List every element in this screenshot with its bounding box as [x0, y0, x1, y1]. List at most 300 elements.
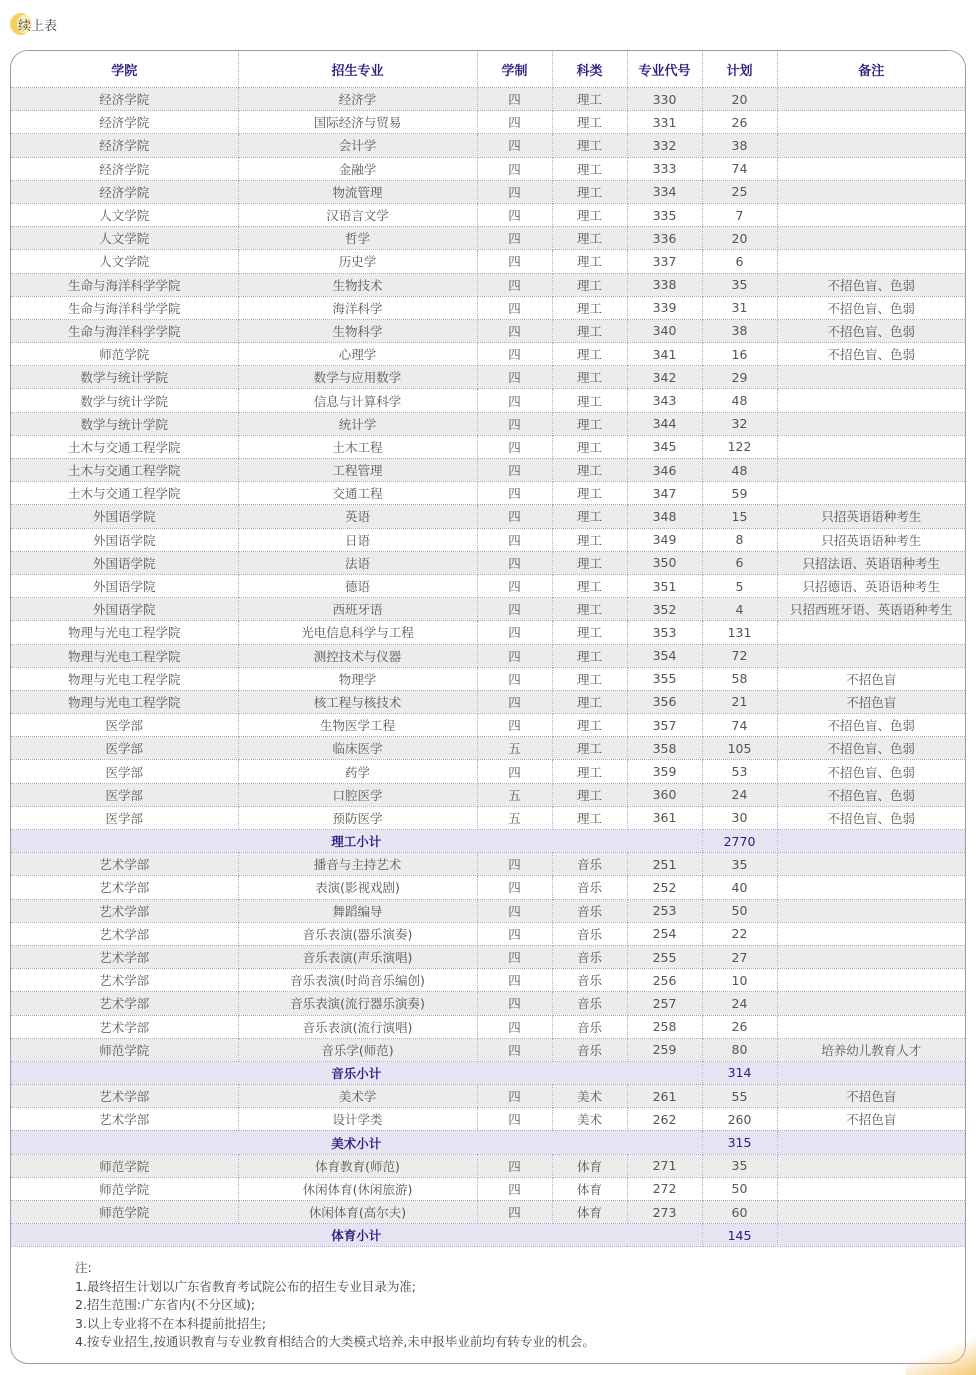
cell-major: 美术学: [238, 1085, 477, 1108]
cell-major: 心理学: [238, 343, 477, 366]
cell-note: [777, 134, 965, 157]
cell-code: 357: [627, 714, 702, 737]
cell-plan: 25: [702, 180, 777, 203]
table-row: [11, 1108, 965, 1131]
cell-major: 统计学: [238, 412, 477, 435]
cell-code: 253: [627, 899, 702, 922]
cell-college: 经济学院: [11, 134, 238, 157]
cell-code: 331: [627, 111, 702, 134]
cell-years: 四: [477, 111, 552, 134]
cell-plan: 32: [702, 412, 777, 435]
cell-years: 四: [477, 714, 552, 737]
cell-major: 测控技术与仪器: [238, 644, 477, 667]
cell-category: 理工: [552, 343, 627, 366]
cell-note: [777, 621, 965, 644]
cell-years: 四: [477, 528, 552, 551]
subtotal-row: [11, 1061, 965, 1084]
table-row: [11, 644, 965, 667]
cell-years: 四: [477, 922, 552, 945]
cell-years: 四: [477, 1177, 552, 1200]
subtotal-label: 美术小计: [11, 1131, 702, 1154]
cell-note: 不招色盲、色弱: [777, 760, 965, 783]
cell-plan: 26: [702, 1015, 777, 1038]
cell-years: 五: [477, 783, 552, 806]
cell-category: 美术: [552, 1108, 627, 1131]
cell-category: 理工: [552, 459, 627, 482]
col-header-years: 学制: [477, 51, 552, 88]
table-row: [11, 1201, 965, 1224]
cell-college: 数学与统计学院: [11, 366, 238, 389]
cell-code: 258: [627, 1015, 702, 1038]
cell-major: 预防医学: [238, 806, 477, 829]
table-row: [11, 1154, 965, 1177]
cell-note: [777, 1015, 965, 1038]
cell-years: 四: [477, 876, 552, 899]
cell-category: 美术: [552, 1085, 627, 1108]
cell-college: 数学与统计学院: [11, 412, 238, 435]
cell-college: 人文学院: [11, 250, 238, 273]
table-row: [11, 1038, 965, 1061]
cell-major: 汉语言文学: [238, 203, 477, 226]
cell-plan: 24: [702, 783, 777, 806]
cell-plan: 59: [702, 482, 777, 505]
cell-category: 理工: [552, 760, 627, 783]
table-row: [11, 667, 965, 690]
cell-college: 外国语学院: [11, 505, 238, 528]
cell-major: 生物医学工程: [238, 714, 477, 737]
cell-category: 理工: [552, 714, 627, 737]
cell-major: 工程管理: [238, 459, 477, 482]
cell-major: 日语: [238, 528, 477, 551]
cell-major: 物理学: [238, 667, 477, 690]
table-row: [11, 551, 965, 574]
cell-college: 医学部: [11, 737, 238, 760]
table-row: [11, 922, 965, 945]
cell-college: 艺术学部: [11, 1015, 238, 1038]
cell-code: 359: [627, 760, 702, 783]
cell-note: [777, 366, 965, 389]
cell-plan: 53: [702, 760, 777, 783]
cell-code: 341: [627, 343, 702, 366]
cell-plan: 72: [702, 644, 777, 667]
cell-years: 四: [477, 180, 552, 203]
cell-major: 生物技术: [238, 273, 477, 296]
cell-college: 外国语学院: [11, 528, 238, 551]
cell-code: 254: [627, 922, 702, 945]
table-row: [11, 88, 965, 111]
cell-category: 体育: [552, 1177, 627, 1200]
cell-note: 不招色盲: [777, 667, 965, 690]
cell-college: 艺术学部: [11, 969, 238, 992]
cell-years: 四: [477, 574, 552, 597]
table-row: [11, 412, 965, 435]
cell-college: 艺术学部: [11, 945, 238, 968]
cell-code: 337: [627, 250, 702, 273]
cell-note: 不招色盲、色弱: [777, 273, 965, 296]
table-row: [11, 296, 965, 319]
cell-college: 外国语学院: [11, 598, 238, 621]
cell-college: 生命与海洋科学学院: [11, 319, 238, 342]
cell-major: 休闲体育(高尔夫): [238, 1201, 477, 1224]
cell-plan: 6: [702, 551, 777, 574]
cell-category: 理工: [552, 111, 627, 134]
cell-plan: 55: [702, 1085, 777, 1108]
cell-major: 海洋科学: [238, 296, 477, 319]
subtotal-label: 理工小计: [11, 830, 702, 853]
table-row: [11, 574, 965, 597]
cell-major: 设计学类: [238, 1108, 477, 1131]
cell-note: [777, 389, 965, 412]
table-row: [11, 250, 965, 273]
subtotal-note: [777, 1224, 965, 1247]
cell-college: 物理与光电工程学院: [11, 644, 238, 667]
cell-code: 358: [627, 737, 702, 760]
cell-plan: 35: [702, 853, 777, 876]
table-row: [11, 227, 965, 250]
cell-note: [777, 180, 965, 203]
cell-code: 257: [627, 992, 702, 1015]
enrollment-plan-table: [11, 51, 965, 1247]
cell-category: 音乐: [552, 1038, 627, 1061]
cell-category: 理工: [552, 528, 627, 551]
cell-plan: 8: [702, 528, 777, 551]
note-item: 2.招生范围:广东省内(不分区域);: [75, 1297, 256, 1312]
col-header-note: 备注: [777, 51, 965, 88]
cell-major: 物流管理: [238, 180, 477, 203]
cell-category: 理工: [552, 389, 627, 412]
table-row: [11, 1085, 965, 1108]
cell-plan: 24: [702, 992, 777, 1015]
table-row: [11, 876, 965, 899]
cell-note: 不招色盲: [777, 1108, 965, 1131]
table-row: [11, 899, 965, 922]
cell-note: [777, 111, 965, 134]
cell-college: 人文学院: [11, 203, 238, 226]
cell-category: 理工: [552, 806, 627, 829]
cell-note: [777, 157, 965, 180]
cell-years: 四: [477, 88, 552, 111]
cell-note: [777, 992, 965, 1015]
cell-category: 理工: [552, 134, 627, 157]
cell-college: 外国语学院: [11, 551, 238, 574]
cell-college: 经济学院: [11, 157, 238, 180]
note-item: 4.按专业招生,按通识教育与专业教育相结合的大类模式培养,未申报毕业前均有转专业的机会。: [75, 1334, 595, 1349]
cell-note: 不招色盲: [777, 1085, 965, 1108]
cell-college: 师范学院: [11, 343, 238, 366]
cell-college: 师范学院: [11, 1154, 238, 1177]
cell-category: 理工: [552, 783, 627, 806]
cell-major: 音乐学(师范): [238, 1038, 477, 1061]
cell-years: 四: [477, 621, 552, 644]
cell-code: 356: [627, 690, 702, 713]
cell-major: 体育教育(师范): [238, 1154, 477, 1177]
subtotal-note: [777, 1061, 965, 1084]
cell-years: 四: [477, 969, 552, 992]
cell-plan: 16: [702, 343, 777, 366]
cell-years: 四: [477, 1038, 552, 1061]
cell-note: 不招色盲、色弱: [777, 783, 965, 806]
cell-note: [777, 88, 965, 111]
cell-code: 336: [627, 227, 702, 250]
cell-years: 四: [477, 435, 552, 458]
cell-major: 金融学: [238, 157, 477, 180]
subtotal-note: [777, 1131, 965, 1154]
cell-plan: 58: [702, 667, 777, 690]
continuation-text: 续上表: [18, 18, 58, 34]
cell-note: [777, 482, 965, 505]
cell-major: 土木工程: [238, 435, 477, 458]
cell-college: 经济学院: [11, 111, 238, 134]
cell-years: 四: [477, 343, 552, 366]
cell-category: 理工: [552, 203, 627, 226]
cell-note: 培养幼儿教育人才: [777, 1038, 965, 1061]
table-row: [11, 343, 965, 366]
cell-category: 音乐: [552, 853, 627, 876]
col-header-college: 学院: [11, 51, 238, 88]
cell-category: 理工: [552, 505, 627, 528]
table-row: [11, 319, 965, 342]
cell-code: 339: [627, 296, 702, 319]
cell-years: 四: [477, 644, 552, 667]
cell-code: 343: [627, 389, 702, 412]
cell-plan: 26: [702, 111, 777, 134]
cell-category: 音乐: [552, 876, 627, 899]
cell-category: 理工: [552, 667, 627, 690]
cell-note: [777, 1177, 965, 1200]
cell-college: 艺术学部: [11, 1108, 238, 1131]
table-row: [11, 273, 965, 296]
cell-code: 349: [627, 528, 702, 551]
cell-note: [777, 876, 965, 899]
cell-college: 土木与交通工程学院: [11, 459, 238, 482]
cell-major: 历史学: [238, 250, 477, 273]
table-row: [11, 180, 965, 203]
table-body: [11, 88, 965, 1247]
cell-note: [777, 644, 965, 667]
cell-code: 259: [627, 1038, 702, 1061]
cell-plan: 20: [702, 227, 777, 250]
cell-major: 音乐表演(流行器乐演奏): [238, 992, 477, 1015]
cell-major: 临床医学: [238, 737, 477, 760]
subtotal-plan: 315: [702, 1131, 777, 1154]
cell-code: 330: [627, 88, 702, 111]
cell-note: 不招色盲: [777, 690, 965, 713]
cell-years: 四: [477, 250, 552, 273]
cell-major: 核工程与核技术: [238, 690, 477, 713]
cell-code: 333: [627, 157, 702, 180]
cell-plan: 80: [702, 1038, 777, 1061]
cell-category: 音乐: [552, 992, 627, 1015]
cell-note: [777, 203, 965, 226]
cell-major: 数学与应用数学: [238, 366, 477, 389]
cell-years: 四: [477, 273, 552, 296]
cell-note: 不招色盲、色弱: [777, 714, 965, 737]
cell-college: 生命与海洋科学学院: [11, 296, 238, 319]
cell-code: 334: [627, 180, 702, 203]
cell-code: 347: [627, 482, 702, 505]
cell-major: 哲学: [238, 227, 477, 250]
notes-section: [75, 1259, 595, 1352]
cell-major: 生物科学: [238, 319, 477, 342]
cell-note: 只招德语、英语语种考生: [777, 574, 965, 597]
cell-plan: 38: [702, 319, 777, 342]
cell-plan: 7: [702, 203, 777, 226]
cell-plan: 4: [702, 598, 777, 621]
cell-code: 340: [627, 319, 702, 342]
cell-category: 理工: [552, 296, 627, 319]
table-row: [11, 621, 965, 644]
cell-plan: 31: [702, 296, 777, 319]
cell-major: 音乐表演(时尚音乐编创): [238, 969, 477, 992]
cell-note: 只招英语语种考生: [777, 505, 965, 528]
cell-years: 四: [477, 203, 552, 226]
table-row: [11, 528, 965, 551]
cell-college: 医学部: [11, 783, 238, 806]
cell-college: 艺术学部: [11, 853, 238, 876]
cell-category: 理工: [552, 574, 627, 597]
cell-category: 理工: [552, 435, 627, 458]
table-row: [11, 157, 965, 180]
cell-category: 理工: [552, 227, 627, 250]
cell-years: 四: [477, 1085, 552, 1108]
cell-college: 数学与统计学院: [11, 389, 238, 412]
cell-major: 国际经济与贸易: [238, 111, 477, 134]
cell-plan: 27: [702, 945, 777, 968]
cell-plan: 10: [702, 969, 777, 992]
cell-college: 艺术学部: [11, 992, 238, 1015]
cell-years: 四: [477, 157, 552, 180]
cell-category: 理工: [552, 737, 627, 760]
cell-years: 四: [477, 319, 552, 342]
cell-plan: 50: [702, 899, 777, 922]
cell-category: 理工: [552, 319, 627, 342]
cell-plan: 74: [702, 714, 777, 737]
cell-college: 物理与光电工程学院: [11, 621, 238, 644]
cell-years: 四: [477, 227, 552, 250]
cell-college: 艺术学部: [11, 899, 238, 922]
cell-code: 256: [627, 969, 702, 992]
table-row: [11, 111, 965, 134]
cell-college: 医学部: [11, 760, 238, 783]
col-header-major: 招生专业: [238, 51, 477, 88]
cell-years: 四: [477, 1201, 552, 1224]
cell-plan: 74: [702, 157, 777, 180]
cell-years: 四: [477, 598, 552, 621]
cell-college: 土木与交通工程学院: [11, 435, 238, 458]
table-row: [11, 945, 965, 968]
cell-code: 332: [627, 134, 702, 157]
cell-code: 262: [627, 1108, 702, 1131]
cell-major: 音乐表演(器乐演奏): [238, 922, 477, 945]
table-row: [11, 435, 965, 458]
cell-note: [777, 1154, 965, 1177]
cell-plan: 5: [702, 574, 777, 597]
cell-category: 理工: [552, 412, 627, 435]
cell-plan: 105: [702, 737, 777, 760]
cell-college: 生命与海洋科学学院: [11, 273, 238, 296]
cell-code: 251: [627, 853, 702, 876]
cell-years: 四: [477, 389, 552, 412]
table-row: [11, 760, 965, 783]
cell-code: 345: [627, 435, 702, 458]
cell-major: 播音与主持艺术: [238, 853, 477, 876]
cell-category: 理工: [552, 180, 627, 203]
cell-years: 四: [477, 459, 552, 482]
cell-note: [777, 899, 965, 922]
cell-plan: 30: [702, 806, 777, 829]
cell-college: 师范学院: [11, 1038, 238, 1061]
cell-note: 不招色盲、色弱: [777, 737, 965, 760]
cell-plan: 48: [702, 389, 777, 412]
table-row: [11, 459, 965, 482]
cell-years: 四: [477, 945, 552, 968]
cell-category: 理工: [552, 157, 627, 180]
table-row: [11, 853, 965, 876]
subtotal-note: [777, 830, 965, 853]
cell-category: 理工: [552, 250, 627, 273]
cell-years: 四: [477, 551, 552, 574]
cell-note: 不招色盲、色弱: [777, 319, 965, 342]
subtotal-plan: 2770: [702, 830, 777, 853]
cell-major: 表演(影视戏剧): [238, 876, 477, 899]
cell-years: 四: [477, 899, 552, 922]
cell-category: 理工: [552, 690, 627, 713]
cell-code: 271: [627, 1154, 702, 1177]
enrollment-plan-table-frame: [10, 50, 966, 1364]
cell-category: 音乐: [552, 945, 627, 968]
cell-plan: 40: [702, 876, 777, 899]
subtotal-row: [11, 1224, 965, 1247]
subtotal-label: 体育小计: [11, 1224, 702, 1247]
cell-category: 理工: [552, 482, 627, 505]
cell-plan: 21: [702, 690, 777, 713]
cell-code: 355: [627, 667, 702, 690]
cell-major: 口腔医学: [238, 783, 477, 806]
col-header-code: 专业代号: [627, 51, 702, 88]
cell-major: 休闲体育(休闲旅游): [238, 1177, 477, 1200]
cell-plan: 15: [702, 505, 777, 528]
table-row: [11, 714, 965, 737]
cell-category: 音乐: [552, 969, 627, 992]
cell-plan: 260: [702, 1108, 777, 1131]
cell-code: 352: [627, 598, 702, 621]
cell-college: 医学部: [11, 714, 238, 737]
cell-years: 四: [477, 760, 552, 783]
cell-major: 舞蹈编导: [238, 899, 477, 922]
cell-college: 医学部: [11, 806, 238, 829]
cell-code: 342: [627, 366, 702, 389]
cell-years: 四: [477, 412, 552, 435]
cell-plan: 122: [702, 435, 777, 458]
cell-category: 体育: [552, 1154, 627, 1177]
cell-college: 土木与交通工程学院: [11, 482, 238, 505]
cell-note: [777, 435, 965, 458]
cell-code: 346: [627, 459, 702, 482]
table-row: [11, 1177, 965, 1200]
cell-major: 信息与计算科学: [238, 389, 477, 412]
cell-plan: 6: [702, 250, 777, 273]
cell-note: [777, 250, 965, 273]
cell-major: 光电信息科学与工程: [238, 621, 477, 644]
cell-note: [777, 922, 965, 945]
cell-years: 四: [477, 296, 552, 319]
cell-note: [777, 227, 965, 250]
cell-category: 理工: [552, 273, 627, 296]
cell-years: 四: [477, 366, 552, 389]
cell-category: 理工: [552, 551, 627, 574]
cell-code: 344: [627, 412, 702, 435]
table-row: [11, 389, 965, 412]
